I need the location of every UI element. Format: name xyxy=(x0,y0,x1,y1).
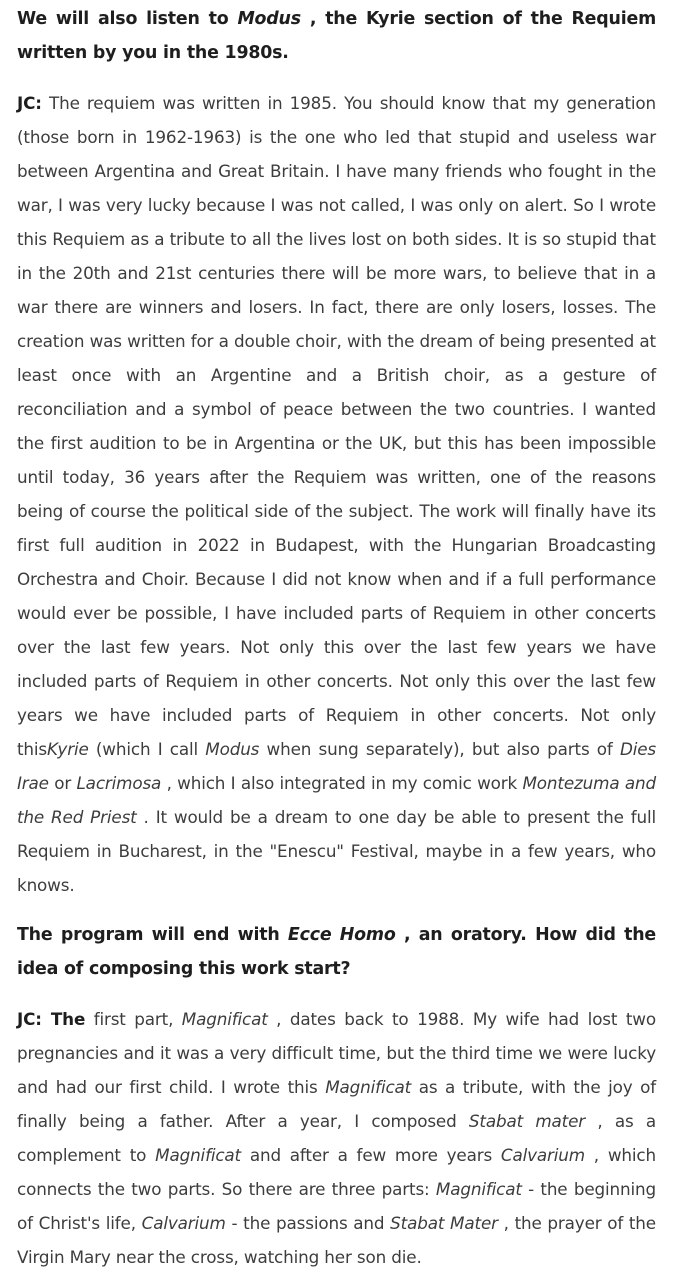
text-run: , the Kyrie section of the Requiem written by you in the 1980s. xyxy=(17,9,656,63)
text-run: , which I also integrated in my comic work xyxy=(161,773,523,793)
text-run: - the beginning of Christ's life, xyxy=(17,1179,656,1233)
italic-title: Lacrimosa xyxy=(76,773,162,793)
italic-title: Calvarium xyxy=(500,1145,585,1165)
text-run: . It would be a dream to one day be able to present the full Requiem in Bucharest, in the "Enescu" Festival, maybe in a few years, who knows. xyxy=(17,807,657,895)
text-run: The requiem was written in 1985. You should know that my generation (those born in 1962-1963) is the one who led that stupid and useless war between Argentina and Great Britain. I have many friends who fought in the war, I was very lucky because I was not called, I was only on alert. So I wrote this Requiem as a tribute to all the lives lost on both sides. It is so stupid that in the 20th and 21st centuries there will be more wars, to believe that in a war there are winners and losers. In fact, there are only losers, losses. The creation was written for a double choir, with the dream of being presented at least once with an Argentine and a British choir, as a gesture of reconciliation and a symbol of peace between the two countries. I wanted the first audition to be in Argentina or the UK, but this has been impossible until today, 36 years after the Requiem was written, one of the reasons being of course the political side of the subject. The work will finally have its first full audition in 2022 in Budapest, with the Hungarian Broadcasting Orchestra and Choir. Because I did not know when and if a full performance would ever be possible, I have included parts of Requiem in other concerts over the last few years. Not only this over the last few years we have included parts of Requiem in other concerts. Not only this over the last few years we have included parts of Requiem in other concerts. Not only this xyxy=(17,93,656,759)
italic-title: Magnificat xyxy=(325,1077,412,1097)
interview-answer-magnificat xyxy=(17,1002,656,1274)
text-run: or xyxy=(48,773,77,793)
interview-question-ecce-homo xyxy=(17,918,656,986)
text-run: - the passions and xyxy=(225,1213,391,1233)
text-run: The program will end with xyxy=(17,925,288,945)
speaker-label: JC: xyxy=(17,93,42,113)
text-run: , as a complement to xyxy=(17,1111,656,1165)
text-run: We will also listen to xyxy=(17,9,238,29)
text-run: as a tribute, with the joy of finally being a father. After a year, I composed xyxy=(17,1077,656,1131)
text-run: , which connects the two parts. So there are three parts: xyxy=(17,1145,656,1199)
text-run: , an oratory. How did the idea of composing this work start? xyxy=(17,925,656,979)
text-run: , the prayer of the Virgin Mary near the cross, watching her son die. xyxy=(17,1213,656,1267)
italic-title: Kyrie xyxy=(47,739,89,759)
italic-title: Ecce Homo xyxy=(287,925,396,945)
italic-title: Magnificat xyxy=(155,1145,241,1165)
italic-title: Calvarium xyxy=(141,1213,226,1233)
italic-title: Modus xyxy=(205,739,260,759)
italic-title: Magnificat xyxy=(181,1009,268,1029)
italic-title: Montezuma and the Red Priest xyxy=(17,773,656,827)
italic-title: Stabat Mater xyxy=(390,1213,498,1233)
text-run: (which I call xyxy=(88,739,206,759)
text-run: first part, xyxy=(85,1009,182,1029)
italic-title: Stabat mater xyxy=(468,1111,586,1131)
speaker-label: JC: The xyxy=(17,1009,86,1029)
interview-question-modus xyxy=(17,2,656,70)
italic-title: Dies Irae xyxy=(17,739,656,793)
interview-answer-requiem xyxy=(17,86,656,902)
text-run: , dates back to 1988. My wife had lost two pregnancies and it was a very difficult time, but the third time we were lucky and had our first child. I wrote this xyxy=(17,1009,656,1097)
italic-title: Modus xyxy=(237,9,301,29)
text-run: and after a few more years xyxy=(240,1145,501,1165)
italic-title: Magnificat xyxy=(435,1179,522,1199)
text-run: when sung separately), but also parts of xyxy=(259,739,620,759)
